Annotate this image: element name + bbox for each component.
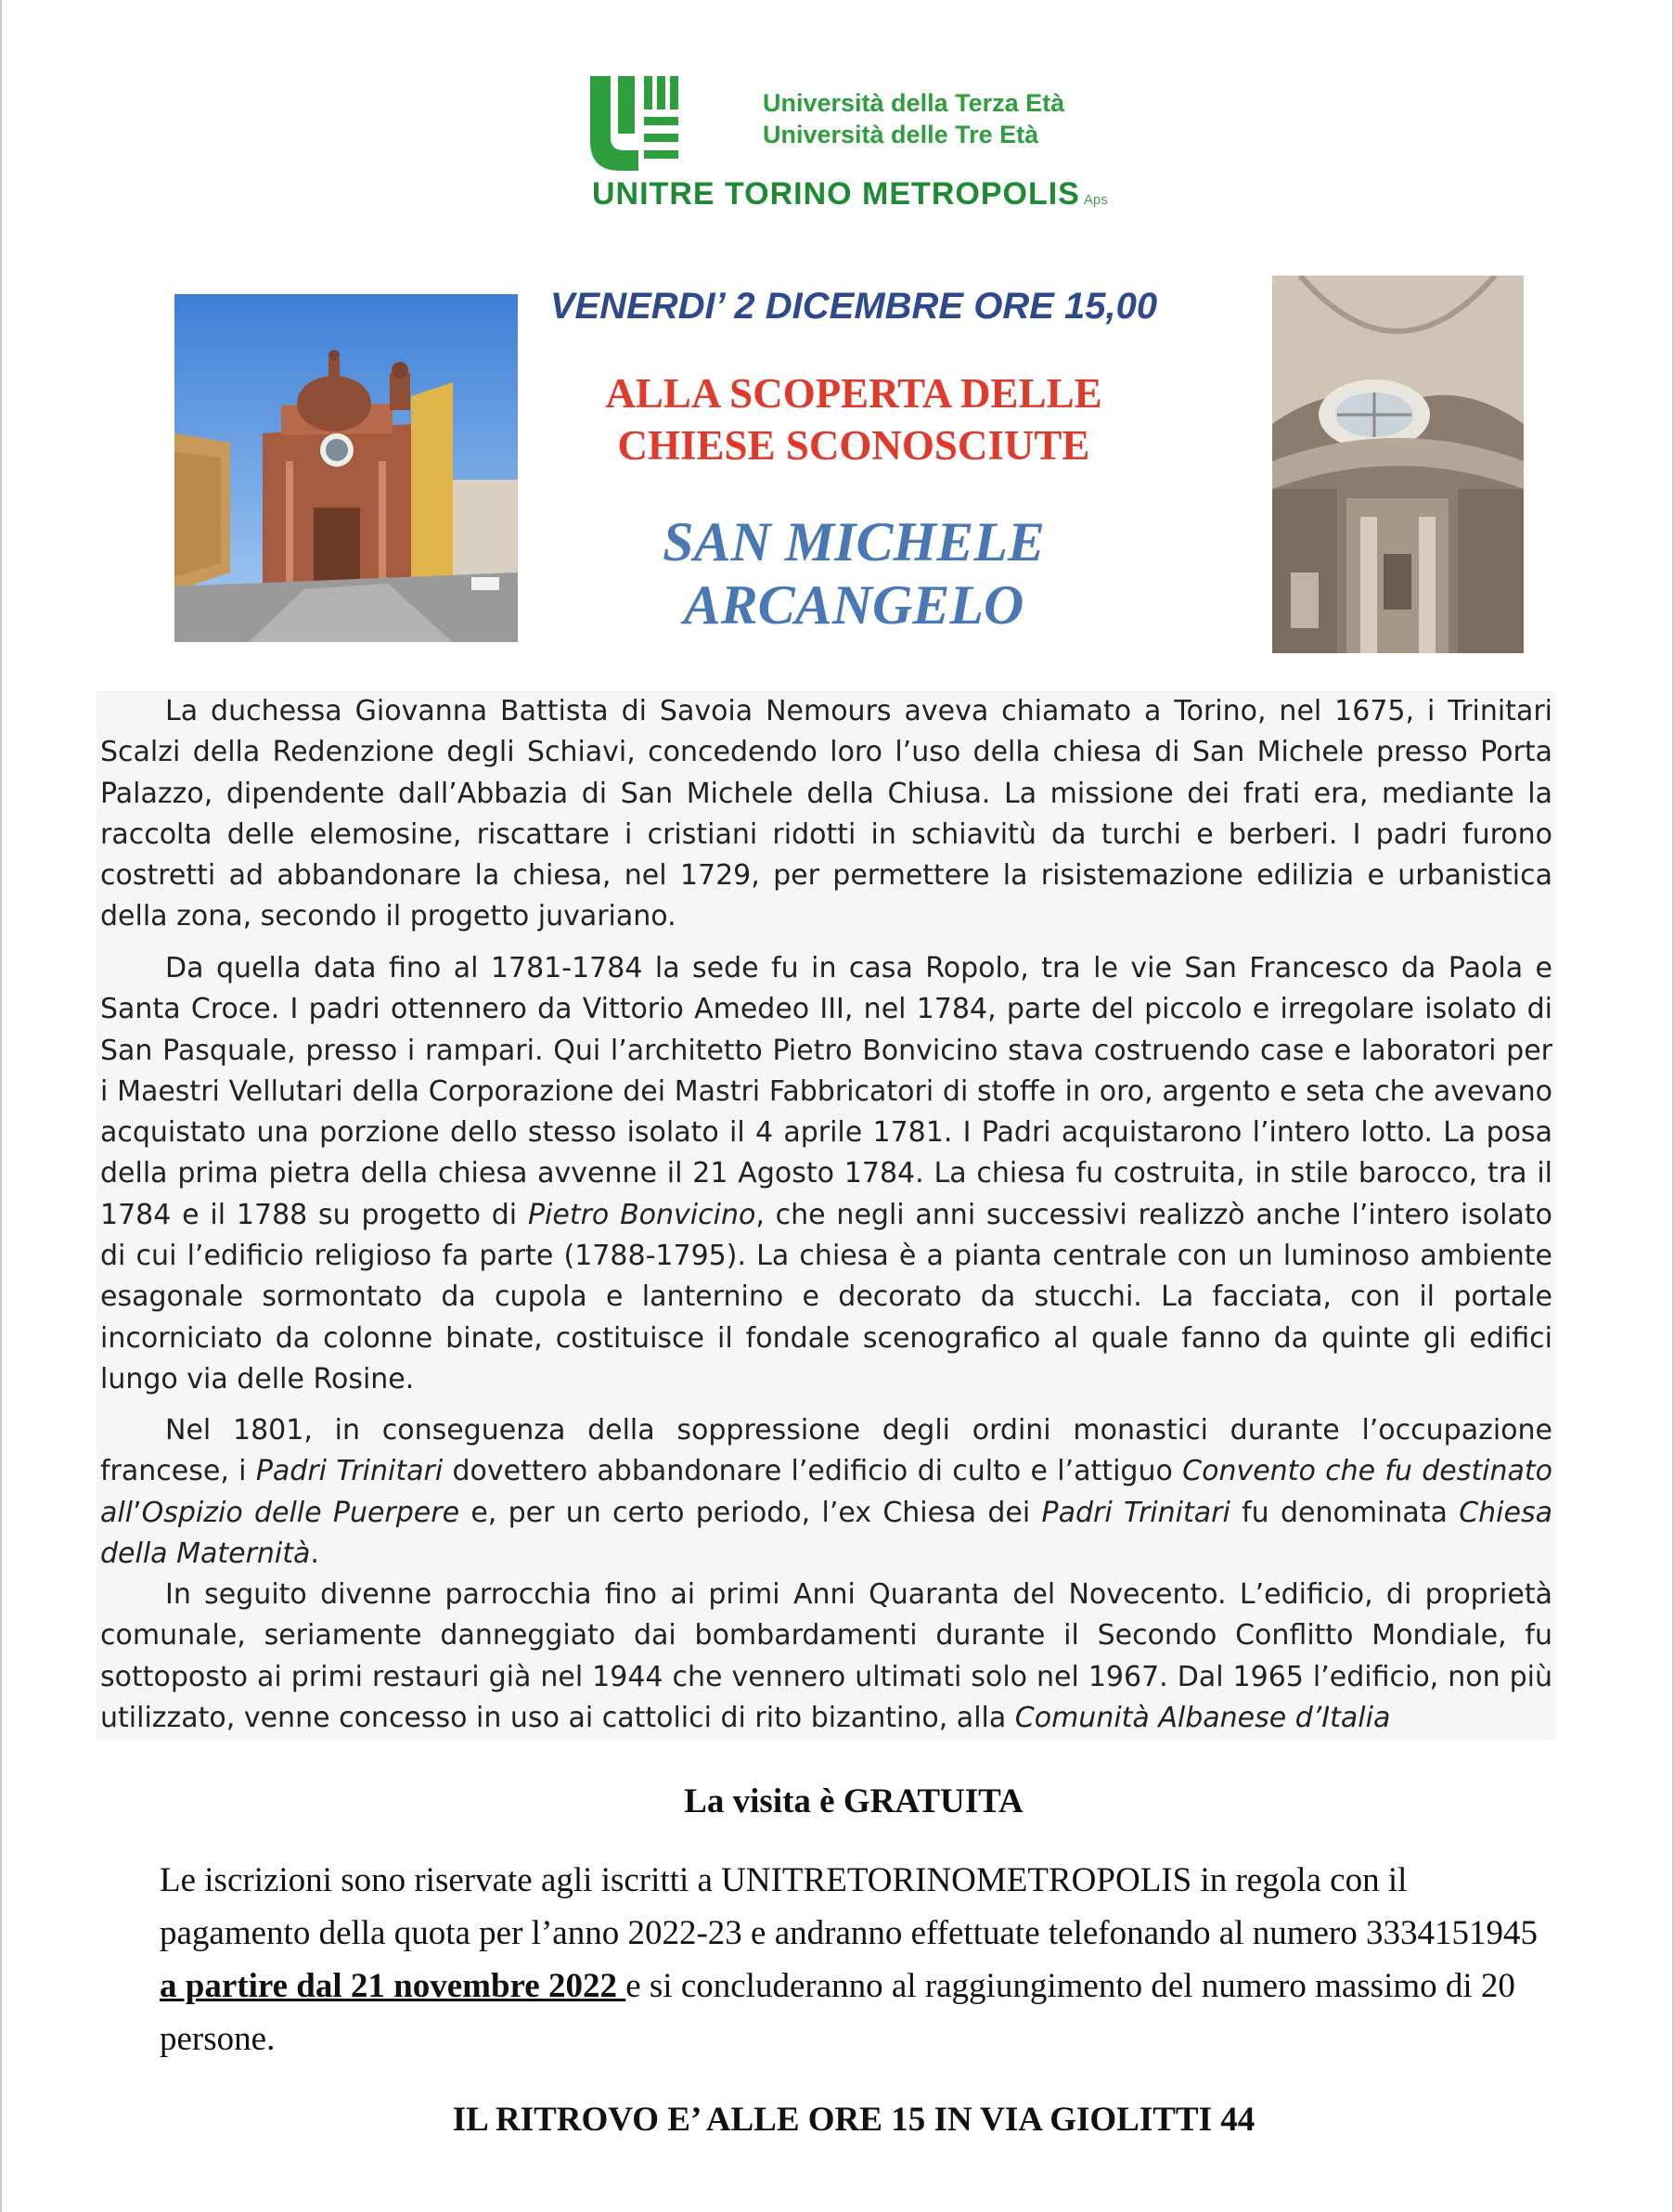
event-title-line-1: ALLA SCOPERTA DELLE [605, 370, 1102, 417]
church-name-line-1: SAN MICHELE [663, 511, 1045, 572]
unitre-logo [586, 72, 1143, 216]
history-text-block [97, 691, 1556, 1740]
paragraph-3-italic-b: Convento che fu destinato all [100, 1455, 1552, 1529]
paragraph-3-period: . [310, 1537, 319, 1570]
logo-brand-name [592, 176, 1108, 212]
church-interior-photo [1272, 276, 1524, 653]
meeting-point: IL RITROVO E’ ALLE ORE 15 IN VIA GIOLITTI 44 [452, 2101, 1256, 2139]
page-edge-left [0, 0, 2, 2212]
unitre-logo-mark-icon [586, 72, 726, 174]
registration-text-b: e si concluderanno al raggiungimento del numero massimo di 20 persone. [160, 1967, 1515, 2058]
history-paragraph-2 [100, 948, 1552, 1400]
event-date: VENERDI’ 2 DICEMBRE ORE 15,00 [549, 286, 1158, 327]
registration-info [160, 1854, 1542, 2065]
paragraph-3-text-b: dovettero abbandonare l’edificio di culto e l’attiguo [443, 1455, 1183, 1488]
church-exterior-image [174, 294, 518, 642]
church-exterior-photo [174, 294, 518, 642]
church-interior-image [1272, 276, 1524, 653]
paragraph-3-apostrophe: ’ [133, 1496, 142, 1529]
paragraph-2-text-b: , che negli anni successivi realizzò anche l’intero isolato di cui l’edificio religioso fa parte (1788-1795). La chiesa è a pianta centrale con un luminoso ambiente esagonale sormontato da cupola e lanternino e decorato da stucchi. La facciata, con il portale incorniciato da colonne binate, costituisce il fondale scenografico al quale fanno da quinte gli edifici lungo via delle Rosine. [100, 1198, 1552, 1395]
event-title-line-2: CHIESE SCONOSCIUTE [617, 422, 1090, 469]
logo-tagline-2: Università delle Tre Età [763, 121, 1039, 148]
logo-brand-text: UNITRE TORINO METROPOLIS [592, 176, 1080, 212]
registration-text-a: Le iscrizioni sono riservate agli iscritti a UNITRETORINOMETROPOLIS in regola con il pagamento della quota per l’anno 2022-23 e andranno effettuate telefonando al numero 3334151945 [160, 1861, 1538, 1952]
free-visit-notice: La visita è GRATUITA [684, 1782, 1024, 1820]
history-paragraph-3 [100, 1410, 1552, 1575]
registration-start-date: a partire dal 21 novembre 2022 [160, 1967, 626, 2005]
logo-aps-suffix: Aps [1083, 192, 1108, 208]
paragraph-4-text-a: In seguito divenne parrocchia fino ai primi Anni Quaranta del Novecento. L’edificio, di proprietà comunale, seriamente danneggiato dai bombardamenti durante il Secondo Conflitto Mondiale, fu sottoposto ai primi restauri già nel 1944 che vennero ultimati solo nel 1967. Dal 1965 l’edificio, non più utilizzato, venne concesso in uso ai cattolici di rito bizantino, alla [100, 1578, 1552, 1734]
history-paragraph-4 [100, 1575, 1552, 1739]
paragraph-3-italic-d: Padri Trinitari [1041, 1496, 1230, 1529]
history-paragraph-1: La duchessa Giovanna Battista di Savoia Nemours aveva chiamato a Torino, nel 1675, i Trinitari Scalzi della Redenzione degli Schiavi, concedendo loro l’uso della chiesa di San Michele presso Porta Palazzo, dipendente dall’Abbazia di San Michele della Chiusa. La missione dei frati era, mediante la raccolta delle elemosine, riscattare i cristiani ridotti in schiavitù da turchi e berberi. I padri furono costretti ad abbandonare la chiesa, nel 1729, per permettere la risistemazione edilizia e urbanistica della zona, secondo il progetto juvariano. [100, 695, 1552, 933]
paragraph-3-text-d: fu denominata [1230, 1496, 1460, 1529]
logo-tagline-1: Università della Terza Età [763, 89, 1065, 117]
paragraph-3-text-a: Nel 1801, in conseguenza della soppressione degli ordini monastici durante l’occupazione francese, i [100, 1414, 1552, 1488]
paragraph-3-italic-c: Ospizio delle Puerpere [141, 1496, 460, 1529]
paragraph-3-italic-e: Chiesa della Maternità [100, 1496, 1552, 1570]
architect-name: Pietro Bonvicino [527, 1198, 756, 1231]
paragraph-4-italic: Comunità Albanese d’Italia [1014, 1701, 1391, 1734]
paragraph-3-italic-a: Padri Trinitari [255, 1455, 444, 1488]
paragraph-3-text-c: e, per un certo periodo, l’ex Chiesa dei [459, 1496, 1042, 1529]
paragraph-2-text-a: Da quella data fino al 1781-1784 la sede fu in casa Ropolo, tra le vie San Francesco da Paola e Santa Croce. I padri ottennero da Vittorio Amedeo III, nel 1784, parte del piccolo e irregolare isolato di San Pasquale, presso i rampari. Qui l’architetto Pietro Bonvicino stava costruendo case e laboratori per i Maestri Vellutari della Corporazione dei Mastri Fabbricatori di stoffe in oro, argento e seta che avevano acquistato una porzione dello stesso isolato il 4 aprile 1781. I Padri acquistarono l’intero lotto. La posa della prima pietra della chiesa avvenne il 21 Agosto 1784. La chiesa fu costruita, in stile barocco, tra il 1784 e il 1788 su progetto di [100, 952, 1552, 1231]
church-name-line-2: ARCANGELO [683, 574, 1024, 636]
